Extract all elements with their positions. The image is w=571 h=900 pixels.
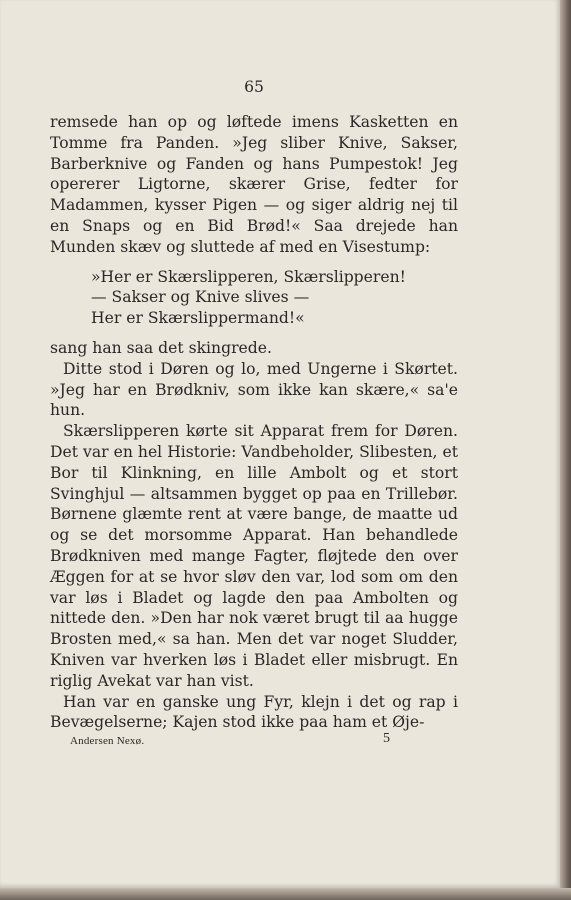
paragraph-5: Han var en ganske ung Fyr, klejn i det og rap i Bevægelserne; Kajen stod ikke paa ham et Øje- [50, 692, 458, 732]
verse-line-1: »Her er Skærslipperen, Skærslipperen! [91, 267, 406, 286]
page-number: 65 [244, 78, 264, 96]
book-page-edge-right [560, 0, 571, 900]
printer-signature-author: Andersen Nexø. [70, 735, 145, 747]
book-page-edge-bottom [0, 888, 571, 900]
verse-line-3: Her er Skærslippermand!« [91, 309, 305, 328]
verse-line-2: — Sakser og Knive slives — [91, 288, 310, 307]
main-text [50, 112, 458, 733]
paragraph-1: remsede han op og løftede imens Kasketten en Tomme fra Panden. »Jeg sliber Knive, Sakser, Barberknive og Fanden og hans Pumpestok! Jeg opererer Ligtorne, skærer Grise, fedter for Madammen, kysser Pigen — og siger aldrig nej til en Snaps og en Bid Brød!« Saa drejede han Munden skæv og sluttede af med en Visestump: [50, 113, 458, 256]
verse-block [91, 267, 458, 329]
paragraph-4: Skærslipperen kørte sit Apparat frem for Døren. Det var en hel Historie: Vandbeholder, Slibesten, et Bor til Klinkning, en lille Ambolt og et stort Svinghjul — altsammen bygget op paa en Trillebør. Børnene glæmte rent at være bange, de maatte ud og se det morsomme Apparat. Han behandlede Brødkniven med mange Fagter, fløjtede den over Æggen for at se hvor sløv den var, lod som om den var løs i Bladet og lagde den paa Ambolten og nittede den. »Den har nok været brugt til aa hugge Brosten med,« sa han. Men det var noget Sludder, Kniven var hverken løs i Bladet eller misbrugt. En riglig Avekat var han vist. [50, 422, 458, 690]
paragraph-2: sang han saa det skingrede. [50, 338, 272, 357]
printer-signature-number: 5 [383, 731, 390, 746]
paragraph-3: Ditte stod i Døren og lo, med Ungerne i Skørtet. »Jeg har en Brødkniv, som ikke kan skære,« sa'e hun. [50, 359, 458, 420]
